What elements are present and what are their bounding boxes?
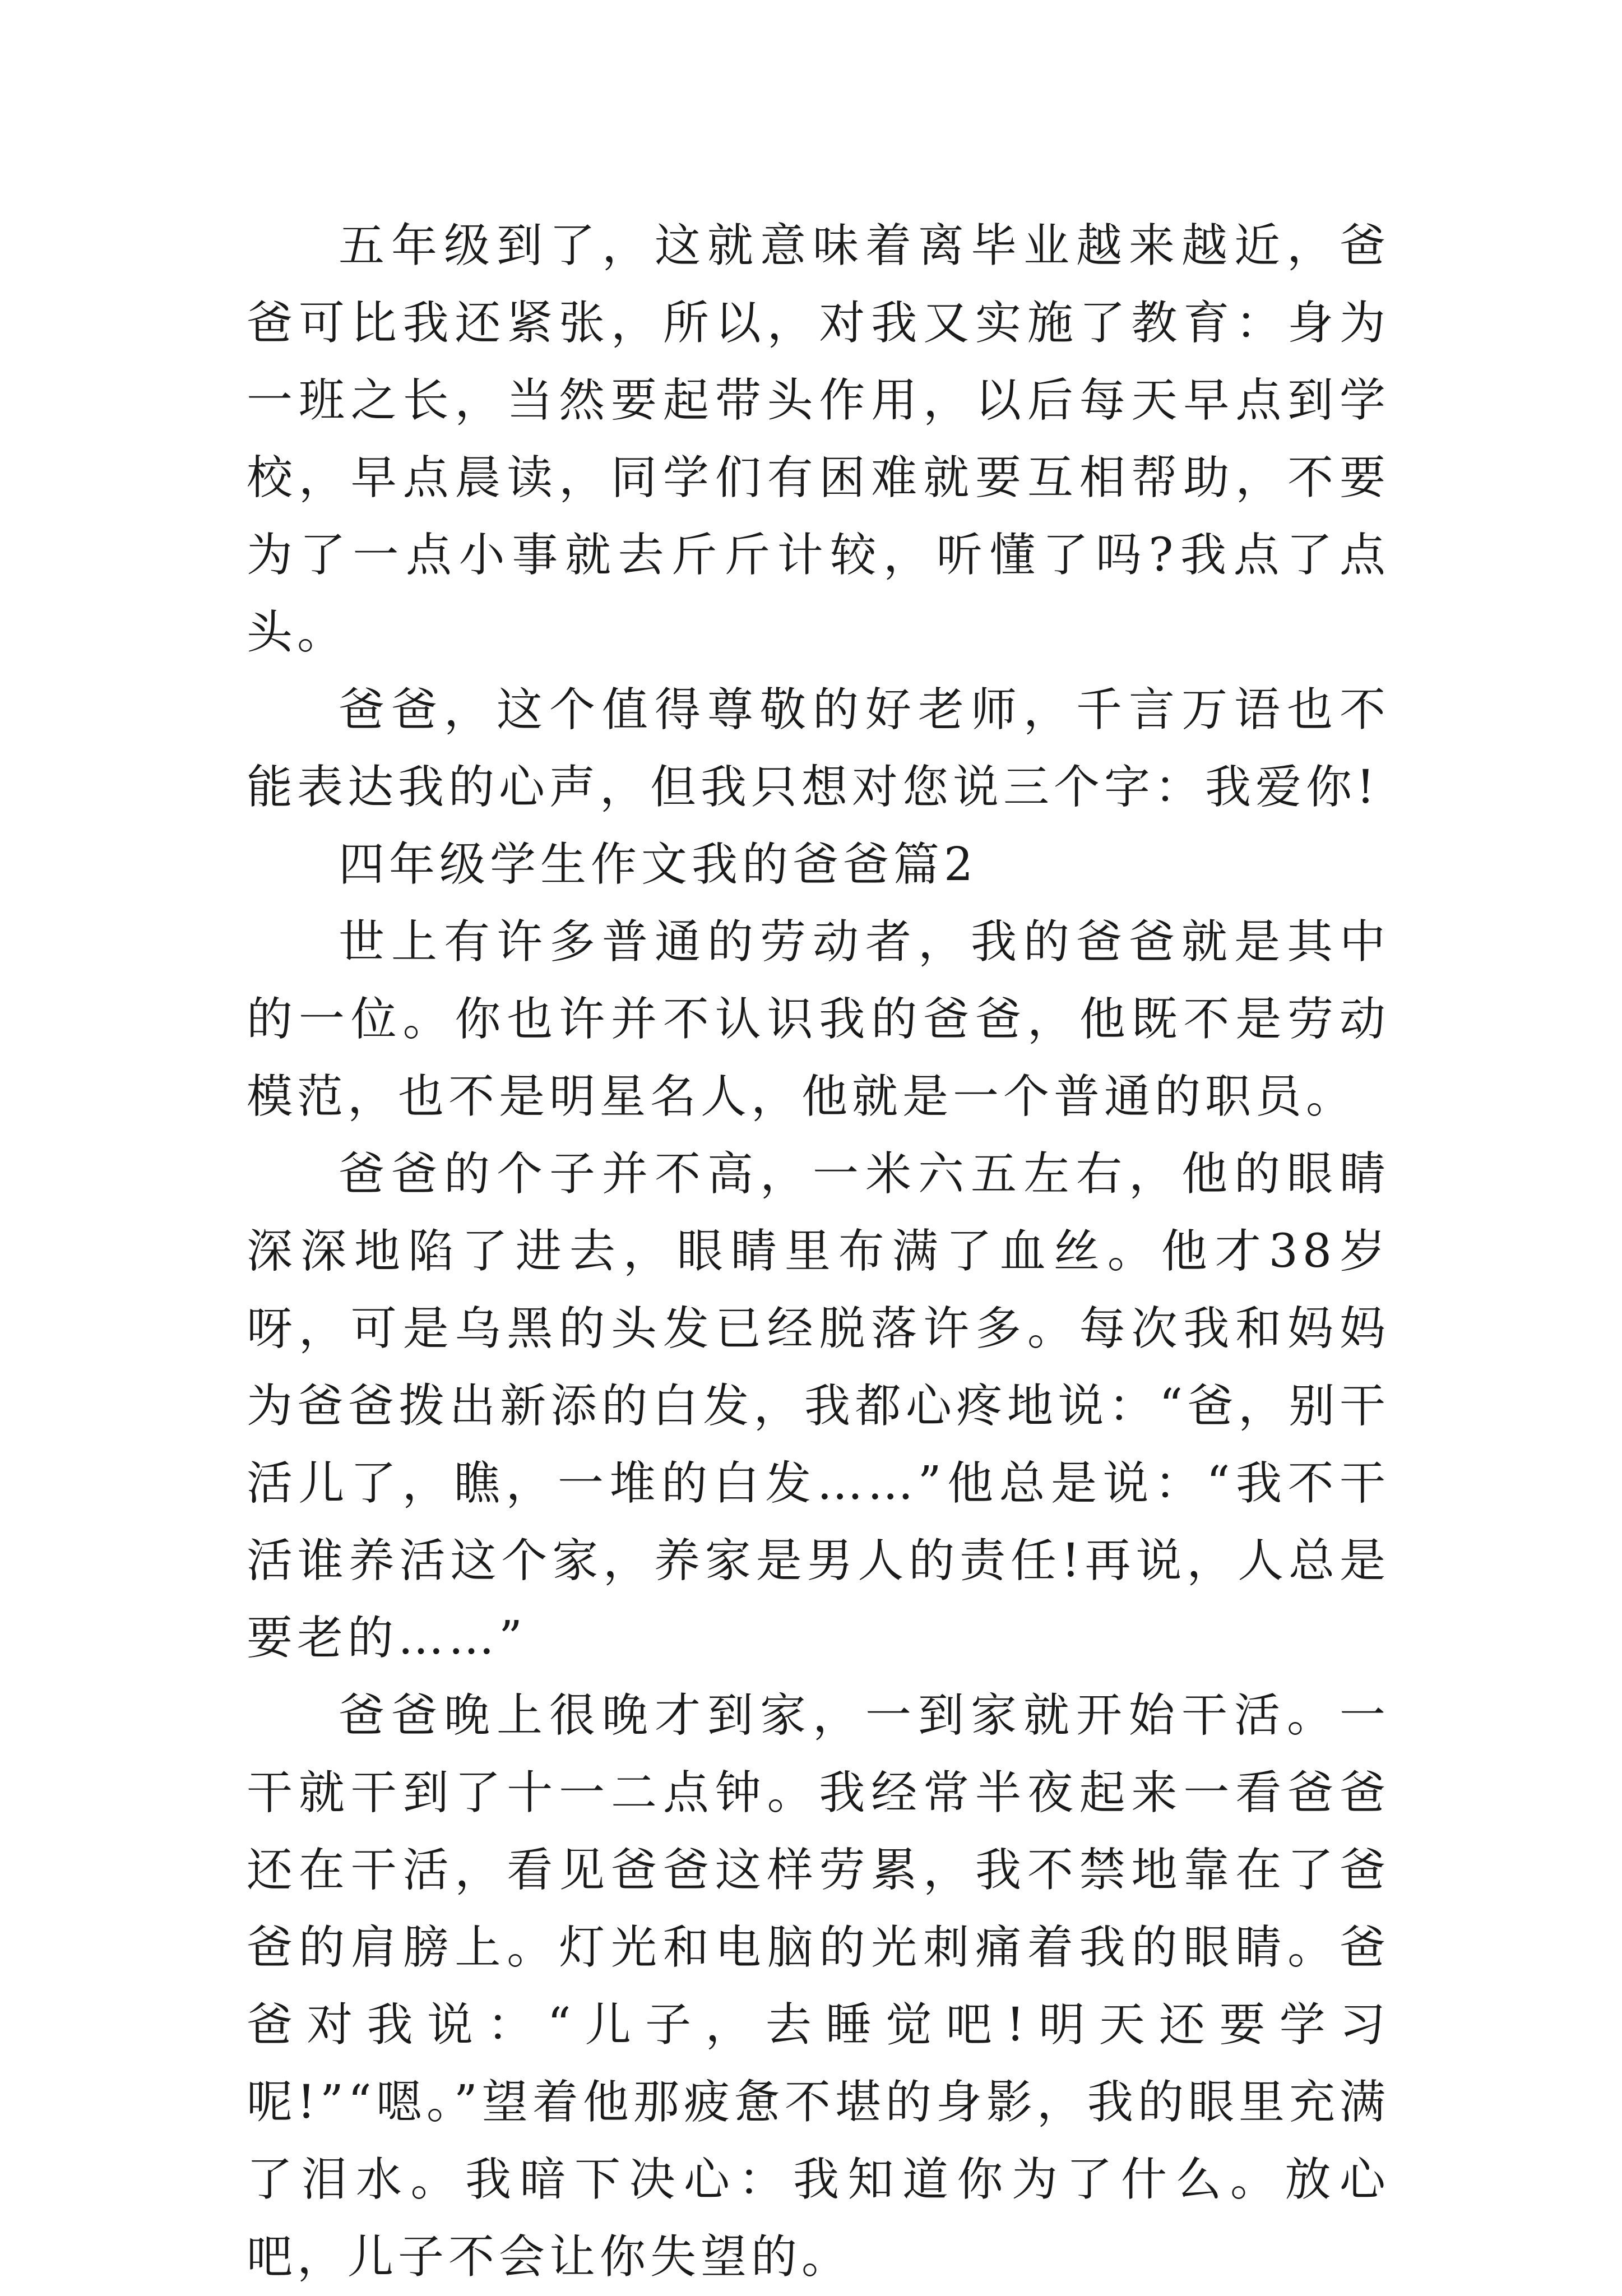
- paragraph-4: 爸爸的个子并不高，一米六五左右，他的眼睛深深地陷了进去，眼睛里布满了血丝。他才38岁呀，可是乌黑的头发已经脱落许多。每次我和妈妈为爸爸拨出新添的白发，我都心疼地说：“爸，别干活儿了，瞧，一堆的白发……”他总是说：“我不干活谁养活这个家，养家是男人的责任!再说，人总是要老的……”: [247, 1147, 1390, 1665]
- paragraph-3: 世上有许多普通的劳动者，我的爸爸就是其中的一位。你也许并不认识我的爸爸，他既不是劳动模范，也不是明星名人，他就是一个普通的职员。: [247, 915, 1390, 1123]
- paragraph-2: 爸爸，这个值得尊敬的好老师，千言万语也不能表达我的心声，但我只想对您说三个字：我爱你!: [247, 683, 1390, 814]
- paragraph-5: 爸爸晚上很晚才到家，一到家就开始干活。一干就干到了十一二点钟。我经常半夜起来一看爸爸还在干活，看见爸爸这样劳累，我不禁地靠在了爸爸的肩膀上。灯光和电脑的光刺痛着我的眼睛。爸爸对我说：“儿子，去睡觉吧!明天还要学习呢!”“嗯。”望着他那疲惫不堪的身影，我的眼里充满了泪水。我暗下决心：我知道你为了什么。放心吧，儿子不会让你失望的。: [247, 1689, 1390, 2284]
- document-body: [247, 207, 1390, 2296]
- paragraph-1: 五年级到了，这就意味着离毕业越来越近，爸爸可比我还紧张，所以，对我又实施了教育：身为一班之长，当然要起带头作用，以后每天早点到学校，早点晨读，同学们有困难就要互相帮助，不要为了一点小事就去斤斤计较，听懂了吗?我点了点头。: [247, 219, 1390, 659]
- section-heading: 四年级学生作文我的爸爸篇2: [339, 838, 978, 891]
